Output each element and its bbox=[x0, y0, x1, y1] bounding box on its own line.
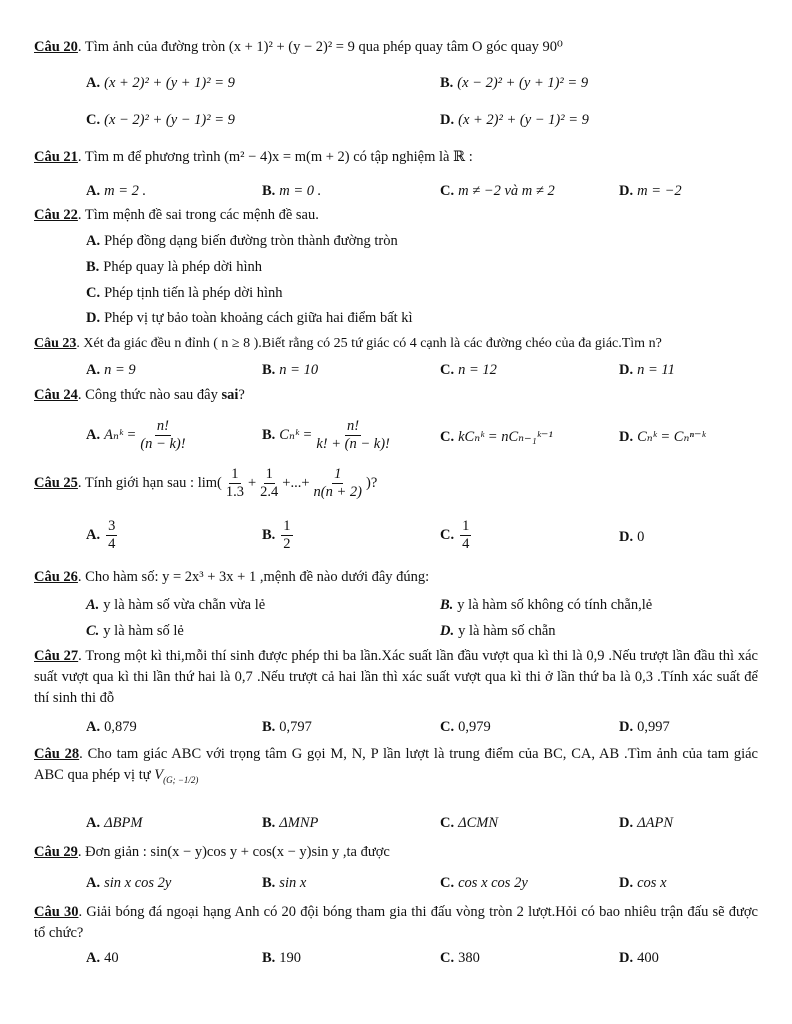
option-c[interactable]: C. ΔCMN bbox=[440, 815, 499, 831]
option-d[interactable]: D. (x + 2)² + (y − 1)² = 9 bbox=[440, 112, 589, 128]
option-d[interactable]: D. m = −2 bbox=[619, 183, 682, 199]
question-30 bbox=[34, 902, 758, 944]
fraction: $\frac{n!}{(n - k)!}$ bbox=[140, 418, 186, 452]
option-a[interactable]: A. ΔBPM bbox=[86, 815, 143, 831]
question-number: Câu 23 bbox=[34, 336, 77, 351]
question-stem: . Trong một kì thi,mỗi thí sinh được phép thi ba lần.Xác suất lần đầu vượt qua kì thi là 0,9 .Nếu trượt lần đầu thì xác suất vượt qua kì thi lần thứ hai là 0,7 .Nếu trượt cả hai lần thì xác suất vượt qua kì thi ở lần thứ ba là 0,3 .Tính xác suất để thí sinh thi đỗ bbox=[34, 648, 758, 706]
option-c[interactable]: C. $\frac{1}{4}$ bbox=[440, 518, 470, 552]
fraction: $\frac{1}{1.3}$ bbox=[225, 466, 244, 500]
option-b[interactable]: B. m = 0 . bbox=[262, 183, 322, 199]
option-b[interactable]: B. ΔMNP bbox=[262, 815, 319, 831]
option-d[interactable]: D. y là hàm số chẵn bbox=[440, 623, 556, 639]
option-a[interactable]: A. 40 bbox=[86, 950, 119, 966]
option-a[interactable]: A. $\frac{3}{4}$ bbox=[86, 518, 116, 552]
question-stem: . Tìm m để phương trình (m² − 4)x = m(m + 2) có tập nghiệm là ℝ : bbox=[77, 149, 473, 165]
option-a[interactable]: A. 0,879 bbox=[86, 719, 137, 735]
option-a[interactable]: A. Aₙᵏ = $\frac{n!}{(n - k)!}$ bbox=[86, 418, 186, 452]
question-stem: . Xét đa giác đều n đỉnh ( n ≥ 8 ).Biết rằng có 25 tứ giác có 4 cạnh là các đường chéo của đa giác.Tìm n? bbox=[76, 336, 662, 351]
question-22 bbox=[34, 206, 758, 224]
fraction: $\frac{1}{2.4}$ bbox=[260, 466, 279, 500]
option-b[interactable]: B. Phép quay là phép dời hình bbox=[86, 259, 262, 275]
question-20 bbox=[34, 38, 758, 56]
option-b[interactable]: B. sin x bbox=[262, 875, 307, 891]
question-number: Câu 24 bbox=[34, 387, 78, 403]
question-stem: . Tính giới hạn sau : lim( bbox=[77, 475, 222, 492]
option-d[interactable]: D. Cₙᵏ = Cₙⁿ⁻ᵏ bbox=[619, 429, 706, 445]
question-stem: . Đơn giản : sin(x − y)cos y + cos(x − y)sin y ,ta được bbox=[77, 844, 390, 860]
option-d[interactable]: D. ΔAPN bbox=[619, 815, 674, 831]
question-number: Câu 26 bbox=[34, 569, 78, 585]
question-number: Câu 21 bbox=[34, 149, 78, 165]
option-a[interactable]: A. m = 2 . bbox=[86, 183, 147, 199]
option-b[interactable]: B. 190 bbox=[262, 950, 302, 966]
option-c[interactable]: C. 0,979 bbox=[440, 719, 491, 735]
option-c[interactable]: C. m ≠ −2 và m ≠ 2 bbox=[440, 183, 555, 199]
fraction: $\frac{n!}{k! + (n - k)!}$ bbox=[316, 418, 390, 452]
question-number: Câu 20 bbox=[34, 39, 78, 55]
question-number: Câu 28 bbox=[34, 746, 80, 762]
option-b[interactable]: B. (x − 2)² + (y + 1)² = 9 bbox=[440, 75, 589, 91]
option-a[interactable]: A. Phép đồng dạng biến đường tròn thành đường tròn bbox=[86, 233, 398, 249]
option-d[interactable]: D. Phép vị tự bảo toàn khoảng cách giữa hai điểm bất kì bbox=[86, 310, 413, 326]
question-29 bbox=[34, 843, 758, 861]
homothety-symbol: V bbox=[154, 767, 164, 783]
option-b[interactable]: B. 0,797 bbox=[262, 719, 312, 735]
option-b[interactable]: B. $\frac{1}{2}$ bbox=[262, 518, 291, 552]
option-c[interactable]: C. 380 bbox=[440, 950, 480, 966]
option-b[interactable]: B. Cₙᵏ = $\frac{n!}{k! + (n - k)!}$ bbox=[262, 418, 390, 452]
option-a[interactable]: A. y là hàm số vừa chẵn vừa lẻ bbox=[86, 597, 266, 613]
option-d[interactable]: D. 0,997 bbox=[619, 719, 670, 735]
option-c[interactable]: C. kCₙᵏ = nCₙ₋₁ᵏ⁻¹ bbox=[440, 429, 553, 445]
option-d[interactable]: D. cos x bbox=[619, 875, 667, 891]
fraction: $\frac{1}{2}$ bbox=[283, 518, 291, 552]
option-c[interactable]: C. y là hàm số lẻ bbox=[86, 623, 184, 639]
question-21 bbox=[34, 148, 758, 166]
fraction: $\frac{1}{4}$ bbox=[462, 518, 470, 552]
question-23 bbox=[34, 335, 758, 353]
fraction: $\frac{3}{4}$ bbox=[108, 518, 116, 552]
option-a[interactable]: A. (x + 2)² + (y + 1)² = 9 bbox=[86, 75, 235, 91]
question-number: Câu 25 bbox=[34, 475, 78, 492]
fraction: $\frac{1}{n(n + 2)}$ bbox=[313, 466, 362, 500]
option-b[interactable]: B. y là hàm số không có tính chẵn,lẻ bbox=[440, 597, 653, 613]
question-stem: . Cho tam giác ABC với trọng tâm G gọi M, N, P lần lượt là trung điểm của BC, CA, AB .Tìm ảnh của tam giác ABC qua phép vị tự bbox=[34, 746, 758, 783]
question-number: Câu 30 bbox=[34, 904, 79, 920]
option-c[interactable]: C. n = 12 bbox=[440, 362, 497, 378]
question-27 bbox=[34, 646, 758, 709]
question-stem: . Giải bóng đá ngoại hạng Anh có 20 đội bóng tham gia thi đấu vòng tròn 2 lượt.Hỏi có bao nhiêu trận đấu sẽ được tổ chức? bbox=[34, 904, 758, 941]
option-c[interactable]: C. (x − 2)² + (y − 1)² = 9 bbox=[86, 112, 235, 128]
option-d[interactable]: D. n = 11 bbox=[619, 362, 675, 378]
option-b[interactable]: B. n = 10 bbox=[262, 362, 319, 378]
emphasis-word: sai bbox=[221, 387, 239, 403]
question-24: Câu 24. Công thức nào sau đây sai? bbox=[34, 387, 245, 403]
question-stem: . Tìm ảnh của đường tròn (x + 1)² + (y − 2)² = 9 qua phép quay tâm O góc quay 90⁰ bbox=[77, 39, 563, 55]
question-stem: . Cho hàm số: y = 2x³ + 3x + 1 ,mệnh đề nào dưới đây đúng: bbox=[77, 569, 430, 585]
option-c[interactable]: C. cos x cos 2y bbox=[440, 875, 528, 891]
option-a[interactable]: A. n = 9 bbox=[86, 362, 136, 378]
option-d[interactable]: D. 400 bbox=[619, 950, 659, 966]
question-stem: . Tìm mệnh đề sai trong các mệnh đề sau. bbox=[77, 207, 319, 223]
question-number: Câu 27 bbox=[34, 648, 79, 664]
option-c[interactable]: C. Phép tịnh tiến là phép dời hình bbox=[86, 285, 283, 301]
option-d[interactable]: D. 0 bbox=[619, 529, 645, 545]
question-26 bbox=[34, 568, 758, 586]
option-a[interactable]: A. sin x cos 2y bbox=[86, 875, 172, 891]
question-25: Câu 25 . Tính giới hạn sau : lim( $\frac{1}{1.3}$ + $\frac{1}{2.4}$ +...+ $\frac{1}{n(n + 2)}$ )? bbox=[34, 466, 378, 500]
question-28: Câu 28. Cho tam giác ABC với trọng tâm G gọi M, N, P lần lượt là trung điểm của BC, CA, AB .Tìm ảnh của tam giác ABC qua phép vị tự $V_{(G; -1/2)}$ bbox=[34, 746, 758, 785]
question-number: Câu 22 bbox=[34, 207, 78, 223]
question-number: Câu 29 bbox=[34, 844, 78, 860]
